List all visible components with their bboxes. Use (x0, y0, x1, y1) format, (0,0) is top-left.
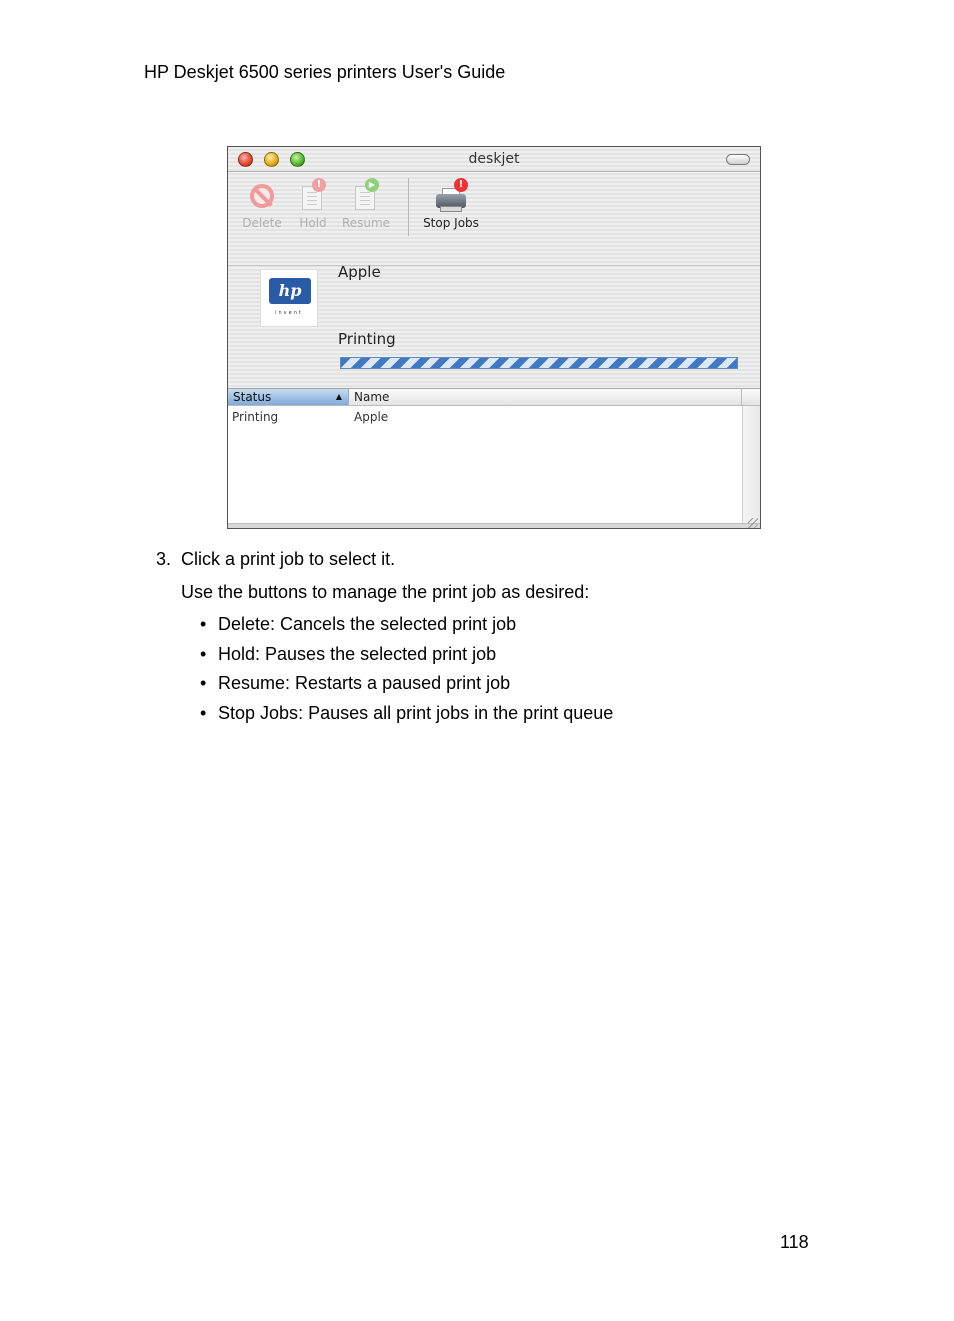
table-row[interactable] (228, 408, 760, 426)
instructions-intro: Use the buttons to manage the print job as desired: (181, 582, 590, 602)
bullet-term: Hold (218, 643, 256, 664)
column-divider (741, 389, 742, 405)
list-header (228, 389, 760, 406)
step-text: Click a print job to select it. (181, 549, 396, 569)
hold-button[interactable] (290, 178, 336, 230)
bullet-term: Delete (218, 614, 271, 634)
vertical-scrollbar[interactable] (742, 406, 760, 529)
bullet-icon: • (200, 702, 207, 723)
printer-name: Apple (338, 263, 381, 281)
resume-icon (351, 178, 381, 212)
play-badge-icon: ▶ (365, 178, 379, 192)
hold-label: Hold (299, 216, 327, 230)
bullet-icon: • (200, 614, 207, 634)
hp-logo-mark: hp (278, 281, 302, 300)
window-title: deskjet (468, 151, 520, 167)
stop-jobs-label: Stop Jobs (423, 216, 479, 230)
name-column-header[interactable]: Name (354, 390, 390, 404)
bullet-term: Stop Jobs (218, 702, 299, 723)
stop-jobs-button[interactable] (416, 178, 486, 230)
sort-ascending-icon: ▲ (335, 392, 342, 401)
toolbar-toggle-button[interactable] (726, 154, 750, 165)
print-queue-window-screenshot (227, 146, 761, 529)
bullet-term: Resume (218, 673, 286, 693)
status-column-label: Status (233, 390, 272, 404)
alert-badge-icon: ! (312, 178, 326, 192)
hp-logo-tagline: invent (275, 310, 303, 316)
window-bottom-bar (228, 523, 760, 529)
resume-label: Resume (341, 216, 391, 230)
hold-icon (298, 178, 328, 212)
page-number: 118 (780, 1232, 809, 1252)
job-list (228, 388, 760, 529)
printer-icon (436, 178, 466, 212)
step-number: 3. (156, 549, 172, 569)
stop-badge-icon: ! (454, 178, 468, 192)
status-column-header[interactable] (228, 389, 349, 405)
delete-button[interactable] (236, 178, 288, 230)
hp-logo (260, 269, 318, 327)
delete-label: Delete (242, 216, 282, 230)
job-name-cell: Apple (354, 410, 389, 424)
resize-grip-icon[interactable] (748, 518, 758, 528)
delete-icon (247, 178, 277, 212)
bullet-description: : Cancels the selected print job (270, 614, 517, 634)
job-status-cell: Printing (232, 410, 279, 424)
progress-bar (340, 357, 738, 369)
resume-button[interactable] (338, 178, 394, 230)
toolbar-separator (408, 178, 409, 236)
window-titlebar (228, 147, 760, 172)
bullet-icon: • (200, 673, 207, 693)
bullet-description: : Restarts a paused print job (285, 673, 511, 693)
job-status: Printing (338, 330, 396, 348)
bullet-icon: • (200, 643, 207, 664)
bullet-description: : Pauses all print jobs in the print queue (298, 702, 614, 723)
bullet-description: : Pauses the selected print job (255, 643, 497, 664)
page-header: HP Deskjet 6500 series printers User's Guide (144, 62, 506, 82)
toolbar-divider (228, 265, 760, 266)
toolbar (228, 172, 760, 242)
